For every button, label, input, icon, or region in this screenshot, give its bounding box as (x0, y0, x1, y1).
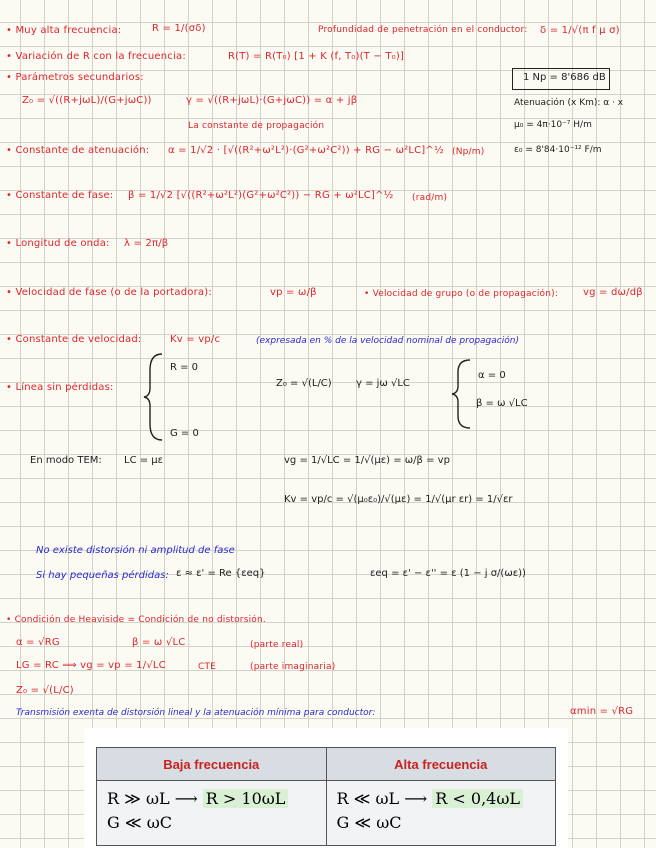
heading-profundidad-penetracion: Profundidad de penetración en el conductor: (318, 25, 528, 35)
heading-longitud-onda: • Longitud de onda: (6, 238, 110, 249)
frequency-table-panel (84, 728, 568, 848)
eq-lambda: λ = 2π/β (124, 238, 169, 249)
heading-linea-sin-perdidas: • Línea sin pérdidas: (6, 382, 114, 393)
label-constante-propagacion: La constante de propagación (188, 121, 325, 131)
cell-alta-frecuencia (326, 781, 556, 846)
high-freq-r-condition: R ≪ ωL (336, 789, 400, 808)
eq-z0-general: Z₀ = √((R+jωL)/(G+jωC)) (22, 95, 152, 106)
eq-vg: vg = dω/dβ (583, 287, 643, 298)
eq-gamma-general: γ = √((R+jωL)·(G+jωC)) = α + jβ (186, 95, 358, 106)
left-brace (142, 352, 166, 442)
low-freq-threshold: R > 10ωL (203, 789, 289, 808)
eq-skin-depth: δ = 1/√(π f μ σ) (540, 25, 620, 36)
high-freq-g-condition: G ≪ ωC (336, 813, 402, 832)
arrow-icon: ⟶ (174, 789, 198, 808)
eq-kv-tem: Kv = vp/c = √(μ₀ε₀)/√(με) = 1/√(μr εr) = 1/√εr (284, 494, 513, 505)
eq-eps0: ε₀ = 8'84·10⁻¹² F/m (514, 145, 602, 155)
header-baja-frecuencia: Baja frecuencia (97, 748, 327, 781)
eq-vg-tem: vg = 1/√LC = 1/√(με) = ω/β = vp (284, 455, 450, 466)
eq-eps-re: ε ≈ ε' = Re {εeq} (176, 568, 266, 579)
atenuacion-note: Atenuación (x Km): α · x (514, 98, 624, 108)
cell-baja-frecuencia (97, 781, 327, 846)
eq-lg-rc: LG = RC ⟹ vg = vp = 1/√LC (16, 660, 166, 671)
heading-velocidad-fase: • Velocidad de fase (o de la portadora): (6, 287, 212, 298)
heading-constante-velocidad: • Constante de velocidad: (6, 334, 142, 345)
note-parte-imaginaria: (parte imaginaria) (250, 662, 336, 672)
heading-velocidad-grupo: • Velocidad de grupo (o de propagación): (364, 289, 559, 299)
heading-parametros-secundarios: • Parámetros secundarios: (6, 72, 144, 83)
unit-rad-m: (rad/m) (412, 193, 448, 203)
heading-muy-alta-frecuencia: • Muy alta frecuencia: (6, 25, 122, 36)
high-freq-threshold: R < 0,4ωL (432, 789, 523, 808)
note-parte-real: (parte real) (250, 640, 304, 650)
note-no-distorsion: No existe distorsión ni amplitud de fase (36, 545, 235, 556)
unit-np-m: (Np/m) (452, 147, 485, 157)
eq-lc-mu-eps: LC = με (124, 455, 164, 466)
note-transmision-exenta: Transmisión exenta de distorsión lineal y la atenuación mínima para conductor: (16, 708, 376, 718)
eq-eps-eq: εeq = ε' − ε'' = ε (1 − j σ/(ωε)) (370, 568, 526, 579)
eq-alpha-min: αmin = √RG (570, 706, 634, 717)
eq-z0-heaviside: Z₀ = √(L/C) (16, 685, 74, 696)
low-freq-g-condition: G ≪ ωC (107, 813, 172, 832)
eq-beta-lossless: β = ω √LC (476, 398, 528, 409)
low-freq-r-condition: R ≫ ωL (107, 789, 170, 808)
table-row (97, 781, 556, 846)
heading-variacion-r: • Variación de R con la frecuencia: (6, 51, 186, 62)
eq-beta: β = 1/√2 [√((R²+ω²L²)(G²+ω²C²)) − RG + ω²LC]^½ (128, 190, 394, 201)
eq-resistance-skin: R = 1/(σδ) (152, 23, 206, 34)
frequency-table (96, 747, 556, 846)
heading-heaviside: • Condición de Heaviside = Condición de no distorsión. (6, 615, 266, 625)
arrow-icon: ⟶ (404, 789, 428, 808)
eq-alpha-heaviside: α = √RG (16, 637, 60, 648)
eq-mu0: μ₀ = 4π·10⁻⁷ H/m (514, 120, 592, 130)
header-alta-frecuencia: Alta frecuencia (326, 748, 556, 781)
eq-r-zero: R = 0 (170, 362, 199, 373)
right-brace (450, 358, 474, 430)
label-modo-tem: En modo TEM: (30, 455, 102, 466)
note-pequenas-perdidas: Si hay pequeñas pérdidas: (36, 570, 169, 581)
eq-alpha: α = 1/√2 · [√((R²+ω²L²)·(G²+ω²C²)) + RG − ω²LC]^½ (168, 145, 444, 156)
note-kv-porcentaje: (expresada en % de la velocidad nominal de propagación) (256, 336, 519, 346)
eq-beta-heaviside: β = ω √LC (132, 637, 186, 648)
eq-kv: Kv = vp/c (170, 334, 221, 345)
label-cte: CTE (198, 662, 217, 672)
eq-g-zero: G = 0 (170, 428, 199, 439)
eq-z0-lossless: Z₀ = √(L/C) (276, 378, 332, 389)
table-header-row (97, 748, 556, 781)
eq-gamma-lossless: γ = jω √LC (356, 378, 410, 389)
neper-db-text: 1 Np = 8'686 dB (523, 72, 606, 83)
heading-constante-atenuacion: • Constante de atenuación: (6, 145, 150, 156)
eq-vp: vp = ω/β (270, 287, 317, 298)
eq-r-temperature: R(T) = R(T₀) [1 + K (f, T₀)(T − T₀)] (228, 51, 405, 62)
neper-box (512, 68, 610, 90)
heading-constante-fase: • Constante de fase: (6, 190, 114, 201)
eq-alpha-zero: α = 0 (478, 370, 506, 381)
